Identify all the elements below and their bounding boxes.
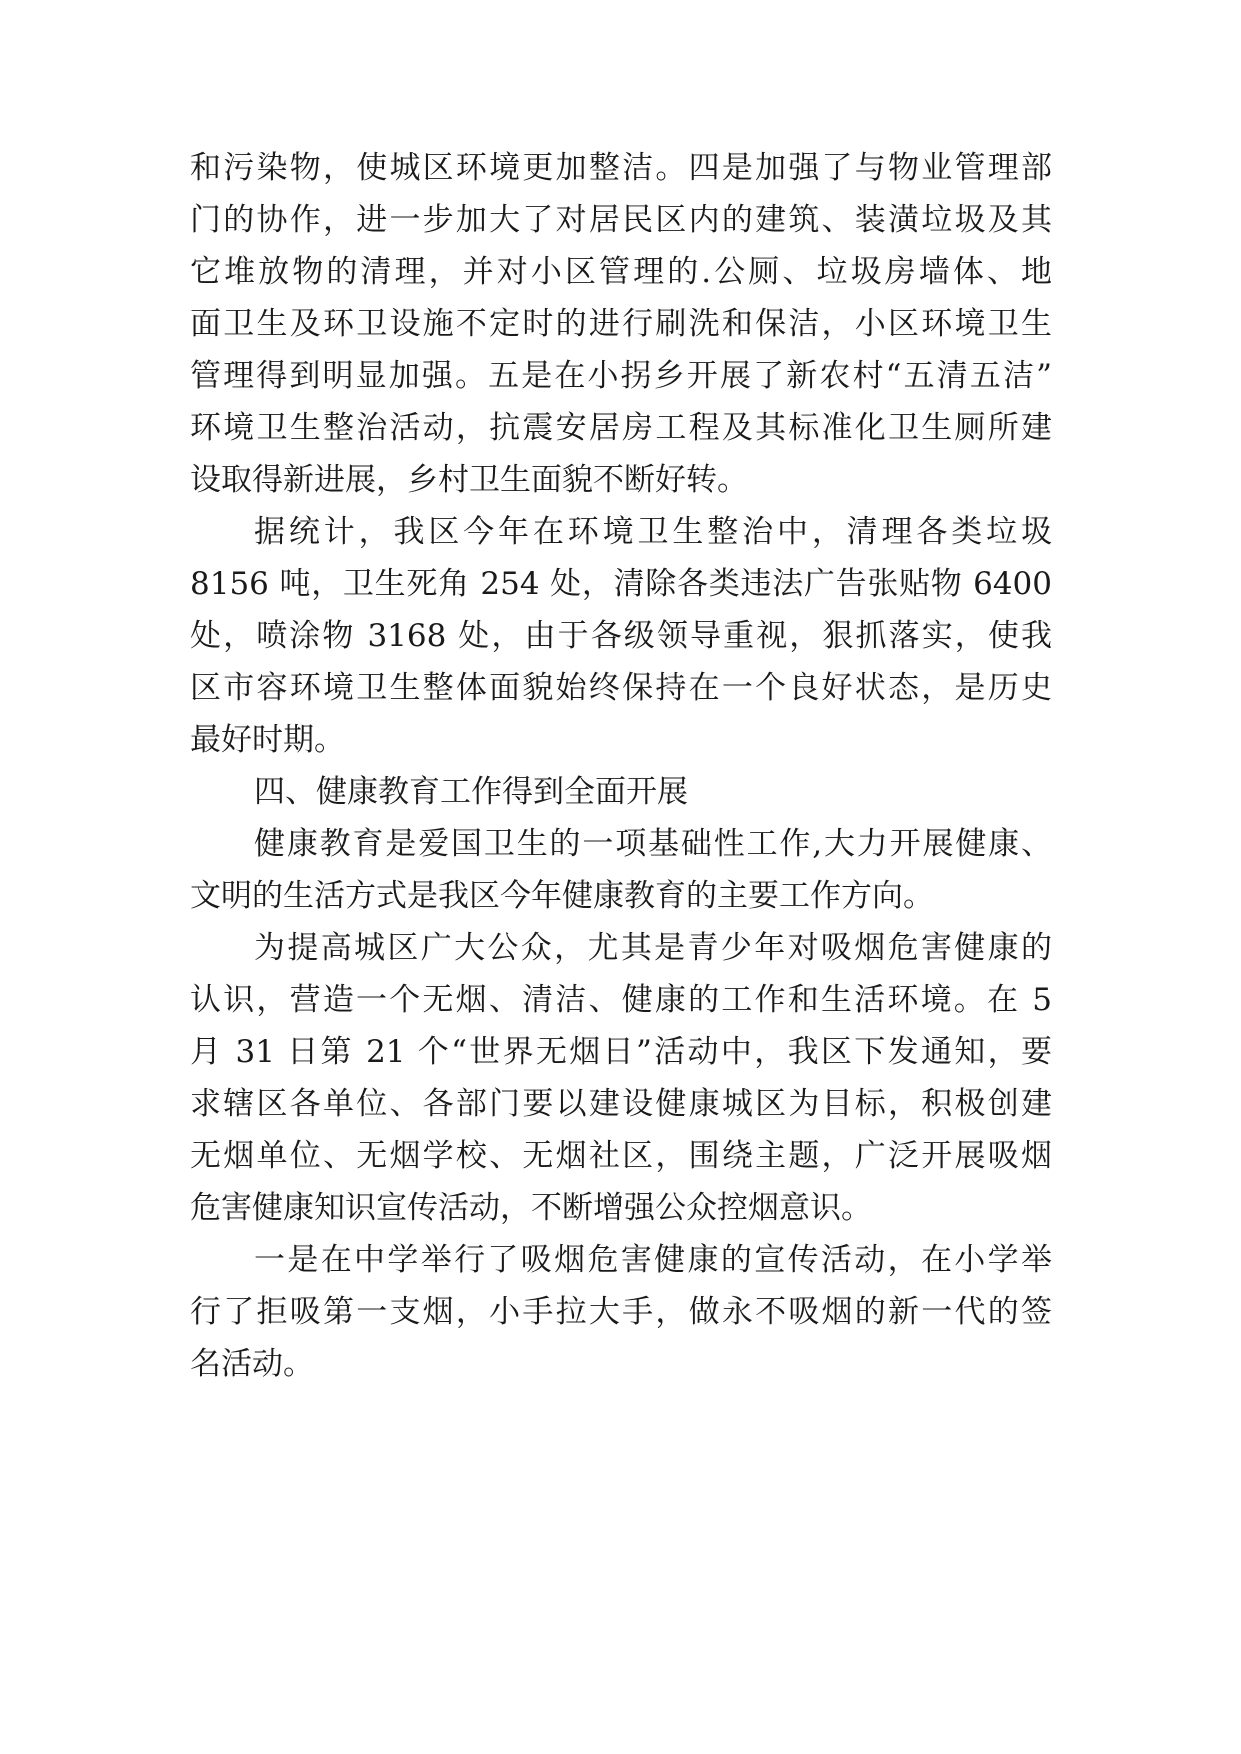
text-line: 面卫生及环卫设施不定时的进行刷洗和保洁，小区环境卫生: [190, 306, 1052, 342]
text-line: 名活动。: [190, 1346, 314, 1382]
text-line: 求辖区各单位、各部门要以建设健康城区为目标，积极创建: [190, 1086, 1052, 1122]
text-line: 文明的生活方式是我区今年健康教育的主要工作方向。: [190, 878, 934, 914]
text-line: 健康教育是爱国卫生的一项基础性工作,大力开展健康、: [254, 826, 1052, 862]
text-line: 危害健康知识宣传活动，不断增强公众控烟意识。: [190, 1190, 872, 1226]
text-line: 管理得到明显加强。五是在小拐乡开展了新农村“五清五洁”: [190, 358, 1052, 394]
text-line: 认识，营造一个无烟、清洁、健康的工作和生活环境。在 5: [190, 982, 1052, 1018]
text-line: 据统计，我区今年在环境卫生整治中，清理各类垃圾: [254, 514, 1052, 550]
text-line: 月 31 日第 21 个“世界无烟日”活动中，我区下发通知，要: [190, 1034, 1052, 1070]
text-line: 最好时期。: [190, 722, 345, 758]
text-line: 处，喷涂物 3168 处，由于各级领导重视，狠抓落实，使我: [190, 618, 1052, 654]
text-line: 行了拒吸第一支烟，小手拉大手，做永不吸烟的新一代的签: [190, 1294, 1052, 1330]
text-line: 为提高城区广大公众，尤其是青少年对吸烟危害健康的: [254, 930, 1052, 966]
section-heading: 四、健康教育工作得到全面开展: [254, 774, 688, 810]
text-line: 无烟单位、无烟学校、无烟社区，围绕主题，广泛开展吸烟: [190, 1138, 1052, 1174]
text-line: 它堆放物的清理，并对小区管理的.公厕、垃圾房墙体、地: [190, 254, 1052, 290]
text-line: 和污染物，使城区环境更加整洁。四是加强了与物业管理部: [190, 150, 1052, 186]
text-line: 环境卫生整治活动，抗震安居房工程及其标准化卫生厕所建: [190, 410, 1052, 446]
text-line: 8156 吨，卫生死角 254 处，清除各类违法广告张贴物 6400: [190, 566, 1052, 602]
text-line: 门的协作，进一步加大了对居民区内的建筑、装潢垃圾及其: [190, 202, 1052, 238]
text-line: 一是在中学举行了吸烟危害健康的宣传活动，在小学举: [254, 1242, 1052, 1278]
text-line: 设取得新进展，乡村卫生面貌不断好转。: [190, 462, 748, 498]
text-line: 区市容环境卫生整体面貌始终保持在一个良好状态，是历史: [190, 670, 1052, 706]
